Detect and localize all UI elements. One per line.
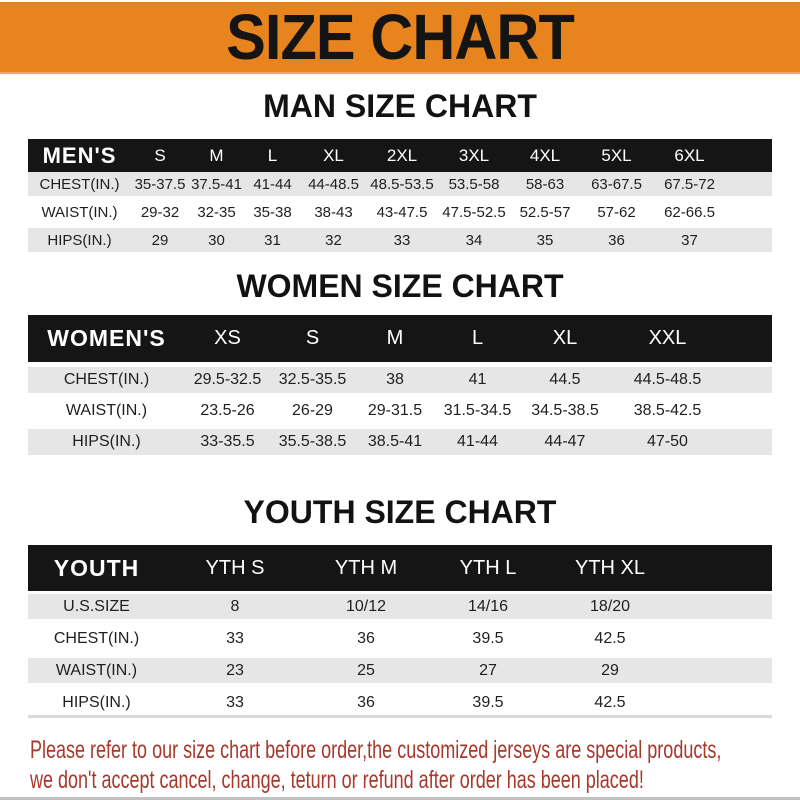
- size-value-cell: 32-35: [197, 203, 236, 221]
- measurement-label: HIPS(IN.): [62, 693, 131, 711]
- size-column-header: YTH L: [459, 556, 517, 579]
- men-table-header-row: [28, 139, 772, 172]
- size-value-cell: 38.5-41: [367, 433, 423, 450]
- size-value-cell: 62-66.5: [664, 203, 715, 221]
- size-value-cell: 29: [151, 231, 169, 249]
- women-table-row: [28, 398, 772, 424]
- page-title: SIZE CHART: [226, 1, 574, 73]
- size-column-header: YTH M: [334, 556, 398, 579]
- size-value-cell: 36: [357, 693, 375, 711]
- size-value-cell: 39.5: [472, 629, 504, 647]
- women-table-title: WOMEN'S: [47, 325, 166, 351]
- youth-size-table: [28, 545, 772, 718]
- size-value-cell: 44-48.5: [308, 175, 359, 193]
- size-value-cell: 14/16: [467, 597, 509, 615]
- measurement-label: WAIST(IN.): [65, 402, 148, 419]
- size-value-cell: 31.5-34.5: [443, 402, 512, 419]
- size-column-header: M: [386, 327, 404, 349]
- youth-table-row: [28, 626, 772, 651]
- youth-table-row: [28, 594, 772, 619]
- size-value-cell: 47-50: [647, 433, 688, 450]
- size-value-cell: 39.5: [472, 693, 504, 711]
- size-value-cell: 27: [479, 661, 497, 679]
- size-column-header: L: [267, 145, 278, 165]
- size-value-cell: 37: [681, 231, 698, 249]
- size-value-cell: 35-37.5: [134, 175, 186, 193]
- footer-warning-line1: Please refer to our size chart before order,the customized jerseys are special products,: [30, 736, 722, 764]
- youth-table-row: [28, 658, 772, 683]
- size-value-cell: 58-63: [525, 175, 565, 193]
- size-column-header: S: [305, 327, 320, 349]
- size-value-cell: 38-43: [314, 203, 353, 221]
- size-value-cell: 33: [393, 231, 411, 249]
- size-column-header: 4XL: [529, 145, 561, 165]
- size-value-cell: 29-32: [140, 203, 180, 221]
- footer-warning-line2: we don't accept cancel, change, teturn or refund after order has been placed!: [30, 766, 644, 794]
- measurement-label: WAIST(IN.): [41, 203, 118, 221]
- size-column-header: XS: [214, 327, 241, 349]
- size-value-cell: 33-35.5: [200, 433, 255, 450]
- size-column-header: L: [471, 327, 484, 349]
- size-value-cell: 23.5-26: [200, 402, 255, 419]
- measurement-label: CHEST(IN.): [39, 175, 120, 193]
- size-value-cell: 41-44: [457, 433, 498, 450]
- measurement-label: U.S.SIZE: [63, 597, 130, 615]
- size-value-cell: 38.5-42.5: [633, 402, 702, 419]
- size-value-cell: 41: [468, 371, 487, 388]
- size-value-cell: 35-38: [253, 203, 292, 221]
- men-table-row: [28, 172, 772, 196]
- size-value-cell: 44.5: [549, 371, 581, 388]
- title-banner: [0, 2, 800, 74]
- size-column-header: 6XL: [674, 145, 705, 165]
- size-value-cell: 29: [601, 661, 619, 679]
- size-value-cell: 29-31.5: [367, 402, 423, 419]
- size-value-cell: 18/20: [589, 597, 631, 615]
- size-value-cell: 57-62: [597, 203, 636, 221]
- size-value-cell: 41-44: [253, 175, 292, 193]
- women-size-table: [28, 315, 772, 455]
- size-value-cell: 43-47.5: [376, 203, 428, 221]
- women-table-row: [28, 367, 772, 393]
- youth-table-title: YOUTH: [53, 554, 140, 581]
- size-value-cell: 25: [357, 661, 375, 679]
- women-table-header-row: [28, 315, 772, 362]
- size-value-cell: 38: [386, 371, 404, 388]
- size-column-header: 2XL: [386, 145, 418, 165]
- measurement-label: HIPS(IN.): [72, 433, 141, 450]
- men-table-title: MEN'S: [42, 142, 117, 168]
- size-value-cell: 23: [226, 661, 244, 679]
- size-value-cell: 44-47: [544, 433, 586, 450]
- youth-table-row: [28, 690, 772, 715]
- size-value-cell: 36: [357, 629, 375, 647]
- size-column-header: 5XL: [601, 145, 632, 165]
- size-value-cell: 35.5-38.5: [278, 433, 347, 450]
- size-value-cell: 37.5-41: [191, 175, 242, 193]
- size-value-cell: 29.5-32.5: [193, 371, 262, 388]
- size-value-cell: 31: [264, 231, 281, 249]
- size-value-cell: 42.5: [594, 693, 626, 711]
- size-value-cell: 67.5-72: [664, 175, 715, 193]
- youth-section-heading: YOUTH SIZE CHART: [243, 494, 557, 530]
- women-table-row: [28, 429, 772, 455]
- youth-table-header-row: [28, 545, 772, 591]
- men-table-row: [28, 228, 772, 252]
- size-column-header: YTH S: [205, 556, 265, 579]
- size-value-cell: 36: [608, 231, 625, 249]
- size-value-cell: 32: [325, 231, 342, 249]
- size-value-cell: 32.5-35.5: [278, 371, 347, 388]
- footer-warning-note: [30, 735, 721, 795]
- men-section-heading: MAN SIZE CHART: [263, 88, 537, 124]
- size-value-cell: 42.5: [594, 629, 626, 647]
- size-value-cell: 26-29: [292, 402, 333, 419]
- size-value-cell: 33: [226, 693, 244, 711]
- measurement-label: CHEST(IN.): [63, 371, 150, 388]
- size-value-cell: 10/12: [345, 597, 387, 615]
- size-value-cell: 52.5-57: [519, 203, 571, 221]
- size-value-cell: 35: [536, 231, 554, 249]
- women-section-heading: WOMEN SIZE CHART: [236, 268, 564, 304]
- size-value-cell: 47.5-52.5: [442, 203, 506, 221]
- size-column-header: XXL: [648, 327, 687, 349]
- size-column-header: S: [154, 145, 166, 165]
- size-value-cell: 8: [230, 597, 240, 615]
- measurement-label: WAIST(IN.): [55, 661, 138, 679]
- size-value-cell: 63-67.5: [591, 175, 642, 193]
- size-value-cell: 44.5-48.5: [633, 371, 702, 388]
- men-size-table: [28, 139, 772, 252]
- size-value-cell: 48.5-53.5: [370, 175, 434, 193]
- size-value-cell: 34: [465, 231, 483, 249]
- men-table-row: [28, 200, 772, 224]
- size-value-cell: 34.5-38.5: [531, 402, 599, 419]
- measurement-label: CHEST(IN.): [53, 629, 140, 647]
- measurement-label: HIPS(IN.): [47, 231, 112, 249]
- size-value-cell: 33: [226, 629, 244, 647]
- size-value-cell: 30: [208, 231, 225, 249]
- size-column-header: YTH XL: [574, 556, 646, 579]
- size-column-header: XL: [323, 145, 344, 165]
- size-column-header: XL: [552, 327, 578, 349]
- size-column-header: 3XL: [458, 145, 490, 165]
- size-value-cell: 53.5-58: [448, 175, 500, 193]
- size-column-header: M: [209, 145, 224, 165]
